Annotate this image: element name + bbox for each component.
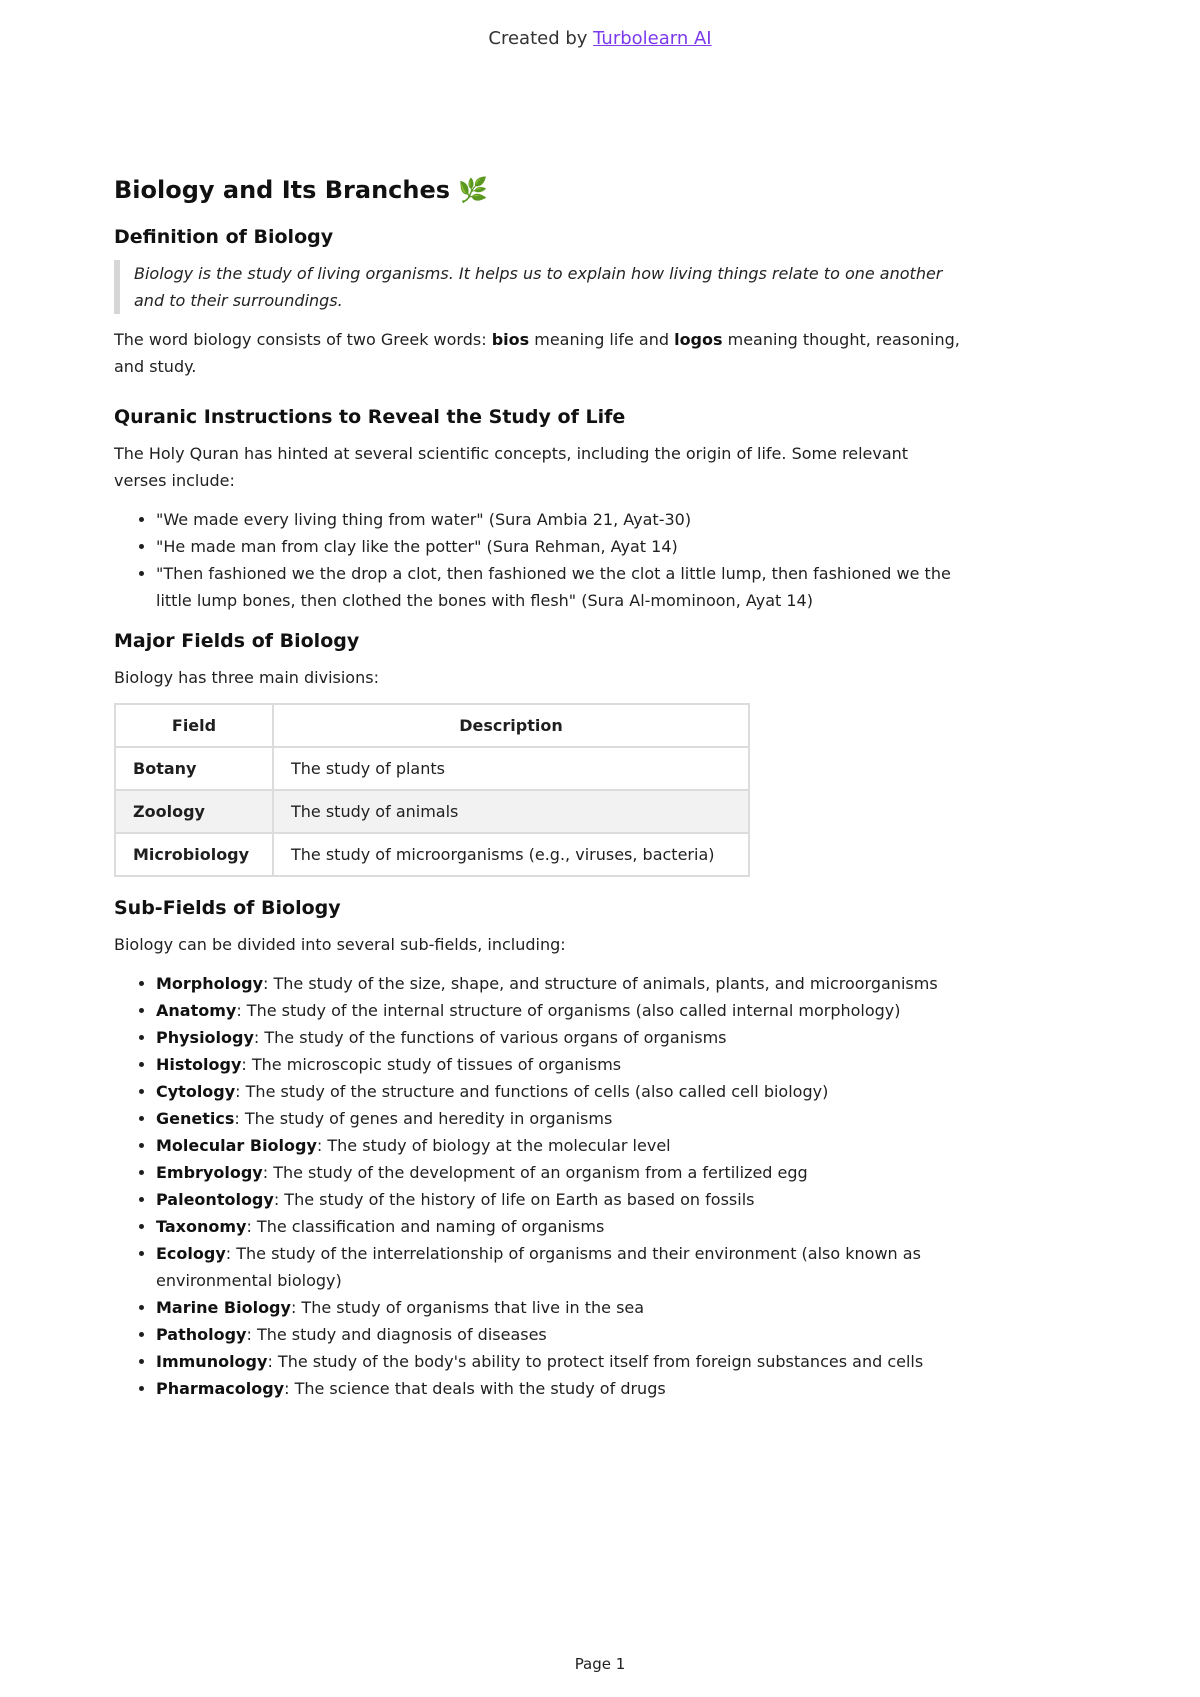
list-item: • Anatomy: The study of the internal structure of organisms (also called internal morphology): [156, 997, 964, 1024]
verses-list: [114, 506, 964, 614]
etymology-text-start: The word biology consists of two Greek words:: [114, 330, 492, 349]
table-row: [115, 833, 749, 876]
sub-fields-list: [114, 970, 964, 1402]
major-fields-heading: Major Fields of Biology: [114, 630, 360, 652]
list-item: • Pathology: The study and diagnosis of diseases: [156, 1321, 964, 1348]
table-cell-field: Zoology: [115, 790, 273, 833]
list-item: • Paleontology: The study of the history of life on Earth as based on fossils: [156, 1186, 964, 1213]
list-item: • Cytology: The study of the structure and functions of cells (also called cell biology): [156, 1078, 964, 1105]
list-item: • "Then fashioned we the drop a clot, then fashioned we the clot a little lump, then fashioned we the little lump bones, then clothed the bones with flesh" (Sura Al-mominoon, Ayat 14): [156, 560, 964, 614]
list-item: • Pharmacology: The science that deals with the study of drugs: [156, 1375, 964, 1402]
sub-fields-heading: Sub-Fields of Biology: [114, 897, 341, 919]
table-cell-description: The study of plants: [273, 747, 749, 790]
sub-fields-intro: Biology can be divided into several sub-fields, including:: [114, 935, 566, 954]
created-by-label: Created by: [488, 28, 594, 49]
table-row: [115, 790, 749, 833]
col-header-description: Description: [273, 704, 749, 747]
table-row: [115, 747, 749, 790]
list-item: • Taxonomy: The classification and naming of organisms: [156, 1213, 964, 1240]
term-bios: bios: [491, 330, 530, 349]
page-title: Biology and Its Branches 🌿: [114, 176, 489, 204]
term-logos: logos: [674, 330, 723, 349]
list-item: • Molecular Biology: The study of biology at the molecular level: [156, 1132, 964, 1159]
page-header: [0, 28, 1200, 49]
turbolearn-link[interactable]: Turbolearn AI: [593, 28, 712, 49]
list-item: • Embryology: The study of the development of an organism from a fertilized egg: [156, 1159, 964, 1186]
list-item: • Histology: The microscopic study of tissues of organisms: [156, 1051, 964, 1078]
definition-heading: Definition of Biology: [114, 226, 334, 248]
list-item: • Ecology: The study of the interrelationship of organisms and their environment (also known as environmental biology): [156, 1240, 964, 1294]
table-cell-field: Microbiology: [115, 833, 273, 876]
list-item: • "He made man from clay like the potter" (Sura Rehman, Ayat 14): [156, 533, 964, 560]
list-item: • "We made every living thing from water" (Sura Ambia 21, Ayat-30): [156, 506, 964, 533]
quranic-intro: The Holy Quran has hinted at several scientific concepts, including the origin of life. Some relevant verses include:: [114, 444, 909, 490]
document-body: [114, 172, 964, 1414]
table-cell-field: Botany: [115, 747, 273, 790]
list-item: • Morphology: The study of the size, shape, and structure of animals, plants, and microorganisms: [156, 970, 964, 997]
page-number: Page 1: [574, 1655, 626, 1673]
major-fields-table: [114, 703, 750, 877]
list-item: • Physiology: The study of the functions of various organs of organisms: [156, 1024, 964, 1051]
list-item: • Immunology: The study of the body's ability to protect itself from foreign substances and cells: [156, 1348, 964, 1375]
table-cell-description: The study of microorganisms (e.g., viruses, bacteria): [273, 833, 749, 876]
quranic-heading: Quranic Instructions to Reveal the Study of Life: [114, 406, 626, 428]
major-fields-intro: Biology has three main divisions:: [114, 668, 379, 687]
etymology-paragraph: [114, 326, 964, 380]
table-cell-description: The study of animals: [273, 790, 749, 833]
etymology-text-end: meaning thought, reasoning, and study.: [114, 330, 960, 376]
etymology-text-mid: meaning life and: [529, 330, 675, 349]
definition-quote: Biology is the study of living organisms. It helps us to explain how living things relate to one another and to their surroundings.: [114, 260, 964, 314]
list-item: • Genetics: The study of genes and heredity in organisms: [156, 1105, 964, 1132]
col-header-field: Field: [115, 704, 273, 747]
list-item: • Marine Biology: The study of organisms that live in the sea: [156, 1294, 964, 1321]
